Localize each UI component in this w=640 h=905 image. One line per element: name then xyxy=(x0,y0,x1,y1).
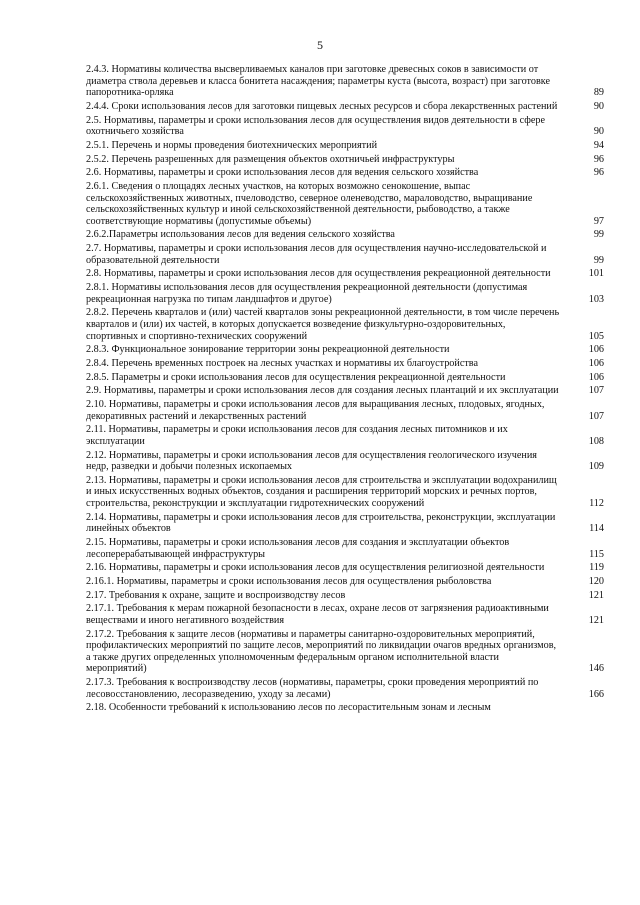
page-number: 5 xyxy=(317,38,323,52)
toc-entry-title: 2.16.1. Нормативы, параметры и сроки использования лесов для осуществления рыболовства xyxy=(86,575,492,587)
toc-entry-title: 2.4.3. Нормативы количества высверливаемых каналов при заготовке древесных соков в зависимости от диаметра ствола деревьев и класса бонитета насаждения; параметры куста (высота, возраст) при заготовке папоротника-орляка xyxy=(86,64,550,99)
toc-entry-title: 2.5.2. Перечень разрешенных для размещения объектов охотничьей инфраструктуры xyxy=(86,153,455,165)
toc-entry xyxy=(86,590,606,602)
toc-entry-page: 90 xyxy=(593,126,604,138)
toc-entry-page: 94 xyxy=(593,139,604,151)
toc-entry-page: 121 xyxy=(588,614,604,626)
table-of-contents xyxy=(86,64,606,716)
toc-entry-page: 107 xyxy=(588,410,604,422)
toc-entry xyxy=(86,115,606,138)
toc-entry-page: 89 xyxy=(593,87,604,99)
toc-entry-page: 97 xyxy=(593,215,604,227)
toc-entry xyxy=(86,101,606,113)
toc-entry xyxy=(86,424,606,447)
toc-entry xyxy=(86,562,606,574)
toc-entry-page: 99 xyxy=(593,254,604,266)
toc-entry-title: 2.15. Нормативы, параметры и сроки использования лесов для создания и эксплуатации объектов лесоперерабатывающей инфраструктуры xyxy=(86,536,510,560)
toc-entry xyxy=(86,154,606,166)
toc-entry-page: 106 xyxy=(588,371,604,383)
toc-entry-title: 2.6.2.Параметры использования лесов для ведения сельского хозяйства xyxy=(86,229,395,241)
toc-entry-title: 2.8.2. Перечень кварталов и (или) частей кварталов зоны рекреационной деятельности, в том числе перечень кварталов и (или) их частей, в которых допускается возведение физкультурно-оздоровительных, спортивных и спортивно-технических сооружений xyxy=(86,307,560,342)
toc-entry xyxy=(86,243,606,266)
toc-entry xyxy=(86,358,606,370)
toc-entry-page: 103 xyxy=(588,293,604,305)
toc-entry xyxy=(86,475,606,510)
toc-entry-title: 2.16. Нормативы, параметры и сроки использования лесов для осуществления религиозной деятельности xyxy=(86,562,545,574)
toc-entry-page: 115 xyxy=(589,548,604,560)
toc-entry xyxy=(86,282,606,305)
toc-entry-page: 120 xyxy=(588,575,604,587)
toc-entry-page: 99 xyxy=(593,229,604,241)
toc-entry xyxy=(86,64,606,99)
toc-entry-page: 112 xyxy=(589,497,604,509)
toc-entry xyxy=(86,537,606,560)
toc-entry-title: 2.4.4. Сроки использования лесов для заготовки пищевых лесных ресурсов и сбора лекарственных растений xyxy=(86,100,558,112)
toc-entry-title: 2.17.3. Требования к воспроизводству лесов (нормативы, параметры, сроки проведения мероприятий по лесовосстановлению, лесоразведению, уходу за лесами) xyxy=(86,677,539,700)
toc-entry-title: 2.13. Нормативы, параметры и сроки использования лесов для строительства и эксплуатации водохранилищ и иных искусственных водных объектов, создания и расширения территорий морских и речных портов, строительства, реконструкции и эксплуатации гидротехнических сооружений xyxy=(86,474,557,509)
toc-entry-page: 90 xyxy=(593,100,604,112)
toc-entry xyxy=(86,344,606,356)
toc-entry-title: 2.14. Нормативы, параметры и сроки использования лесов для строительства, реконструкции, эксплуатации линейных объектов xyxy=(86,511,556,535)
toc-entry-title: 2.8.5. Параметры и сроки использования лесов для осуществления рекреационной деятельности xyxy=(86,371,506,383)
toc-entry xyxy=(86,268,606,280)
toc-entry xyxy=(86,181,606,227)
toc-entry-title: 2.12. Нормативы, параметры и сроки использования лесов для осуществления геологического изучения недр, разведки и добычи полезных ископаемых xyxy=(86,449,537,473)
toc-entry-title: 2.5.1. Перечень и нормы проведения биотехнических мероприятий xyxy=(86,139,378,151)
toc-entry-title: 2.10. Нормативы, параметры и сроки использования лесов для выращивания лесных, плодовых, ягодных, декоративных растений и лекарственных растений xyxy=(86,398,545,422)
toc-entry xyxy=(86,512,606,535)
toc-entry xyxy=(86,702,606,714)
toc-entry xyxy=(86,372,606,384)
toc-entry-page: 114 xyxy=(589,523,604,535)
toc-entry xyxy=(86,399,606,422)
toc-entry-title: 2.18. Особенности требований к использованию лесов по лесорастительным зонам и лесным xyxy=(86,702,491,714)
toc-entry-page: 166 xyxy=(588,688,604,700)
toc-entry-title: 2.17.2. Требования к защите лесов (нормативы и параметры санитарно-оздоровительных мероприятий, профилактических мероприятий по защите лесов, мероприятий по ликвидации очагов вредных организмов, а также других определенных уполномоченным федеральным органом исполнительной власти мероприятий) xyxy=(86,628,557,675)
toc-entry xyxy=(86,140,606,152)
toc-entry-title: 2.8.1. Нормативы использования лесов для осуществления рекреационной деятельности (допустимая рекреационная нагрузка по типам ландшафтов и другое) xyxy=(86,282,528,305)
toc-entry-title: 2.8. Нормативы, параметры и сроки использования лесов для осуществления рекреационной деятельности xyxy=(86,268,551,280)
toc-entry-title: 2.17. Требования к охране, защите и воспроизводству лесов xyxy=(86,589,346,601)
toc-entry-title: 2.11. Нормативы, параметры и сроки использования лесов для создания лесных питомников и их эксплуатации xyxy=(86,424,508,447)
toc-entry-page: 119 xyxy=(589,562,604,574)
toc-entry xyxy=(86,385,606,397)
toc-entry-page: 106 xyxy=(588,344,604,356)
toc-entry xyxy=(86,450,606,473)
toc-entry-title: 2.8.4. Перечень временных построек на лесных участках и нормативы их благоустройства xyxy=(86,357,479,369)
toc-entry-page: 105 xyxy=(588,330,604,342)
toc-entry-page: 146 xyxy=(588,663,604,675)
toc-entry xyxy=(86,229,606,241)
toc-entry xyxy=(86,307,606,342)
toc-entry-title: 2.6. Нормативы, параметры и сроки использования лесов для ведения сельского хозяйства xyxy=(86,167,479,179)
toc-entry-page: 101 xyxy=(588,268,604,280)
toc-entry-page: 96 xyxy=(593,153,604,165)
toc-entry-title: 2.17.1. Требования к мерам пожарной безопасности в лесах, охране лесов от загрязнения радиоактивными веществами и иного негативного воздействия xyxy=(86,603,549,626)
toc-entry xyxy=(86,603,606,626)
toc-entry-title: 2.6.1. Сведения о площадях лесных участков, на которых возможно сенокошение, выпас сельскохозяйственных животных, пчеловодство, северное оленеводство, мараловодство, выращивание сельскохозяйственных культур и иной сельскохозяйственной деятельности, рыбоводство, а также соответствующие нормативы (допустимые объемы) xyxy=(86,180,533,227)
toc-entry-title: 2.8.3. Функциональное зонирование территории зоны рекреационной деятельности xyxy=(86,344,450,356)
toc-entry-page: 96 xyxy=(593,167,604,179)
toc-entry-page: 108 xyxy=(588,435,604,447)
toc-entry xyxy=(86,629,606,675)
toc-entry xyxy=(86,677,606,700)
toc-entry xyxy=(86,167,606,179)
toc-entry xyxy=(86,576,606,588)
toc-entry-page: 107 xyxy=(588,385,604,397)
toc-entry-page: 121 xyxy=(588,589,604,601)
toc-entry-title: 2.5. Нормативы, параметры и сроки использования лесов для осуществления видов деятельности в сфере охотничьего хозяйства xyxy=(86,114,545,138)
toc-entry-title: 2.7. Нормативы, параметры и сроки использования лесов для осуществления научно-исследовательской и образовательной деятельности xyxy=(86,243,547,266)
toc-entry-page: 109 xyxy=(588,461,604,473)
toc-entry-title: 2.9. Нормативы, параметры и сроки использования лесов для создания лесных плантаций и их эксплуатации xyxy=(86,385,559,397)
toc-entry-page: 106 xyxy=(588,357,604,369)
